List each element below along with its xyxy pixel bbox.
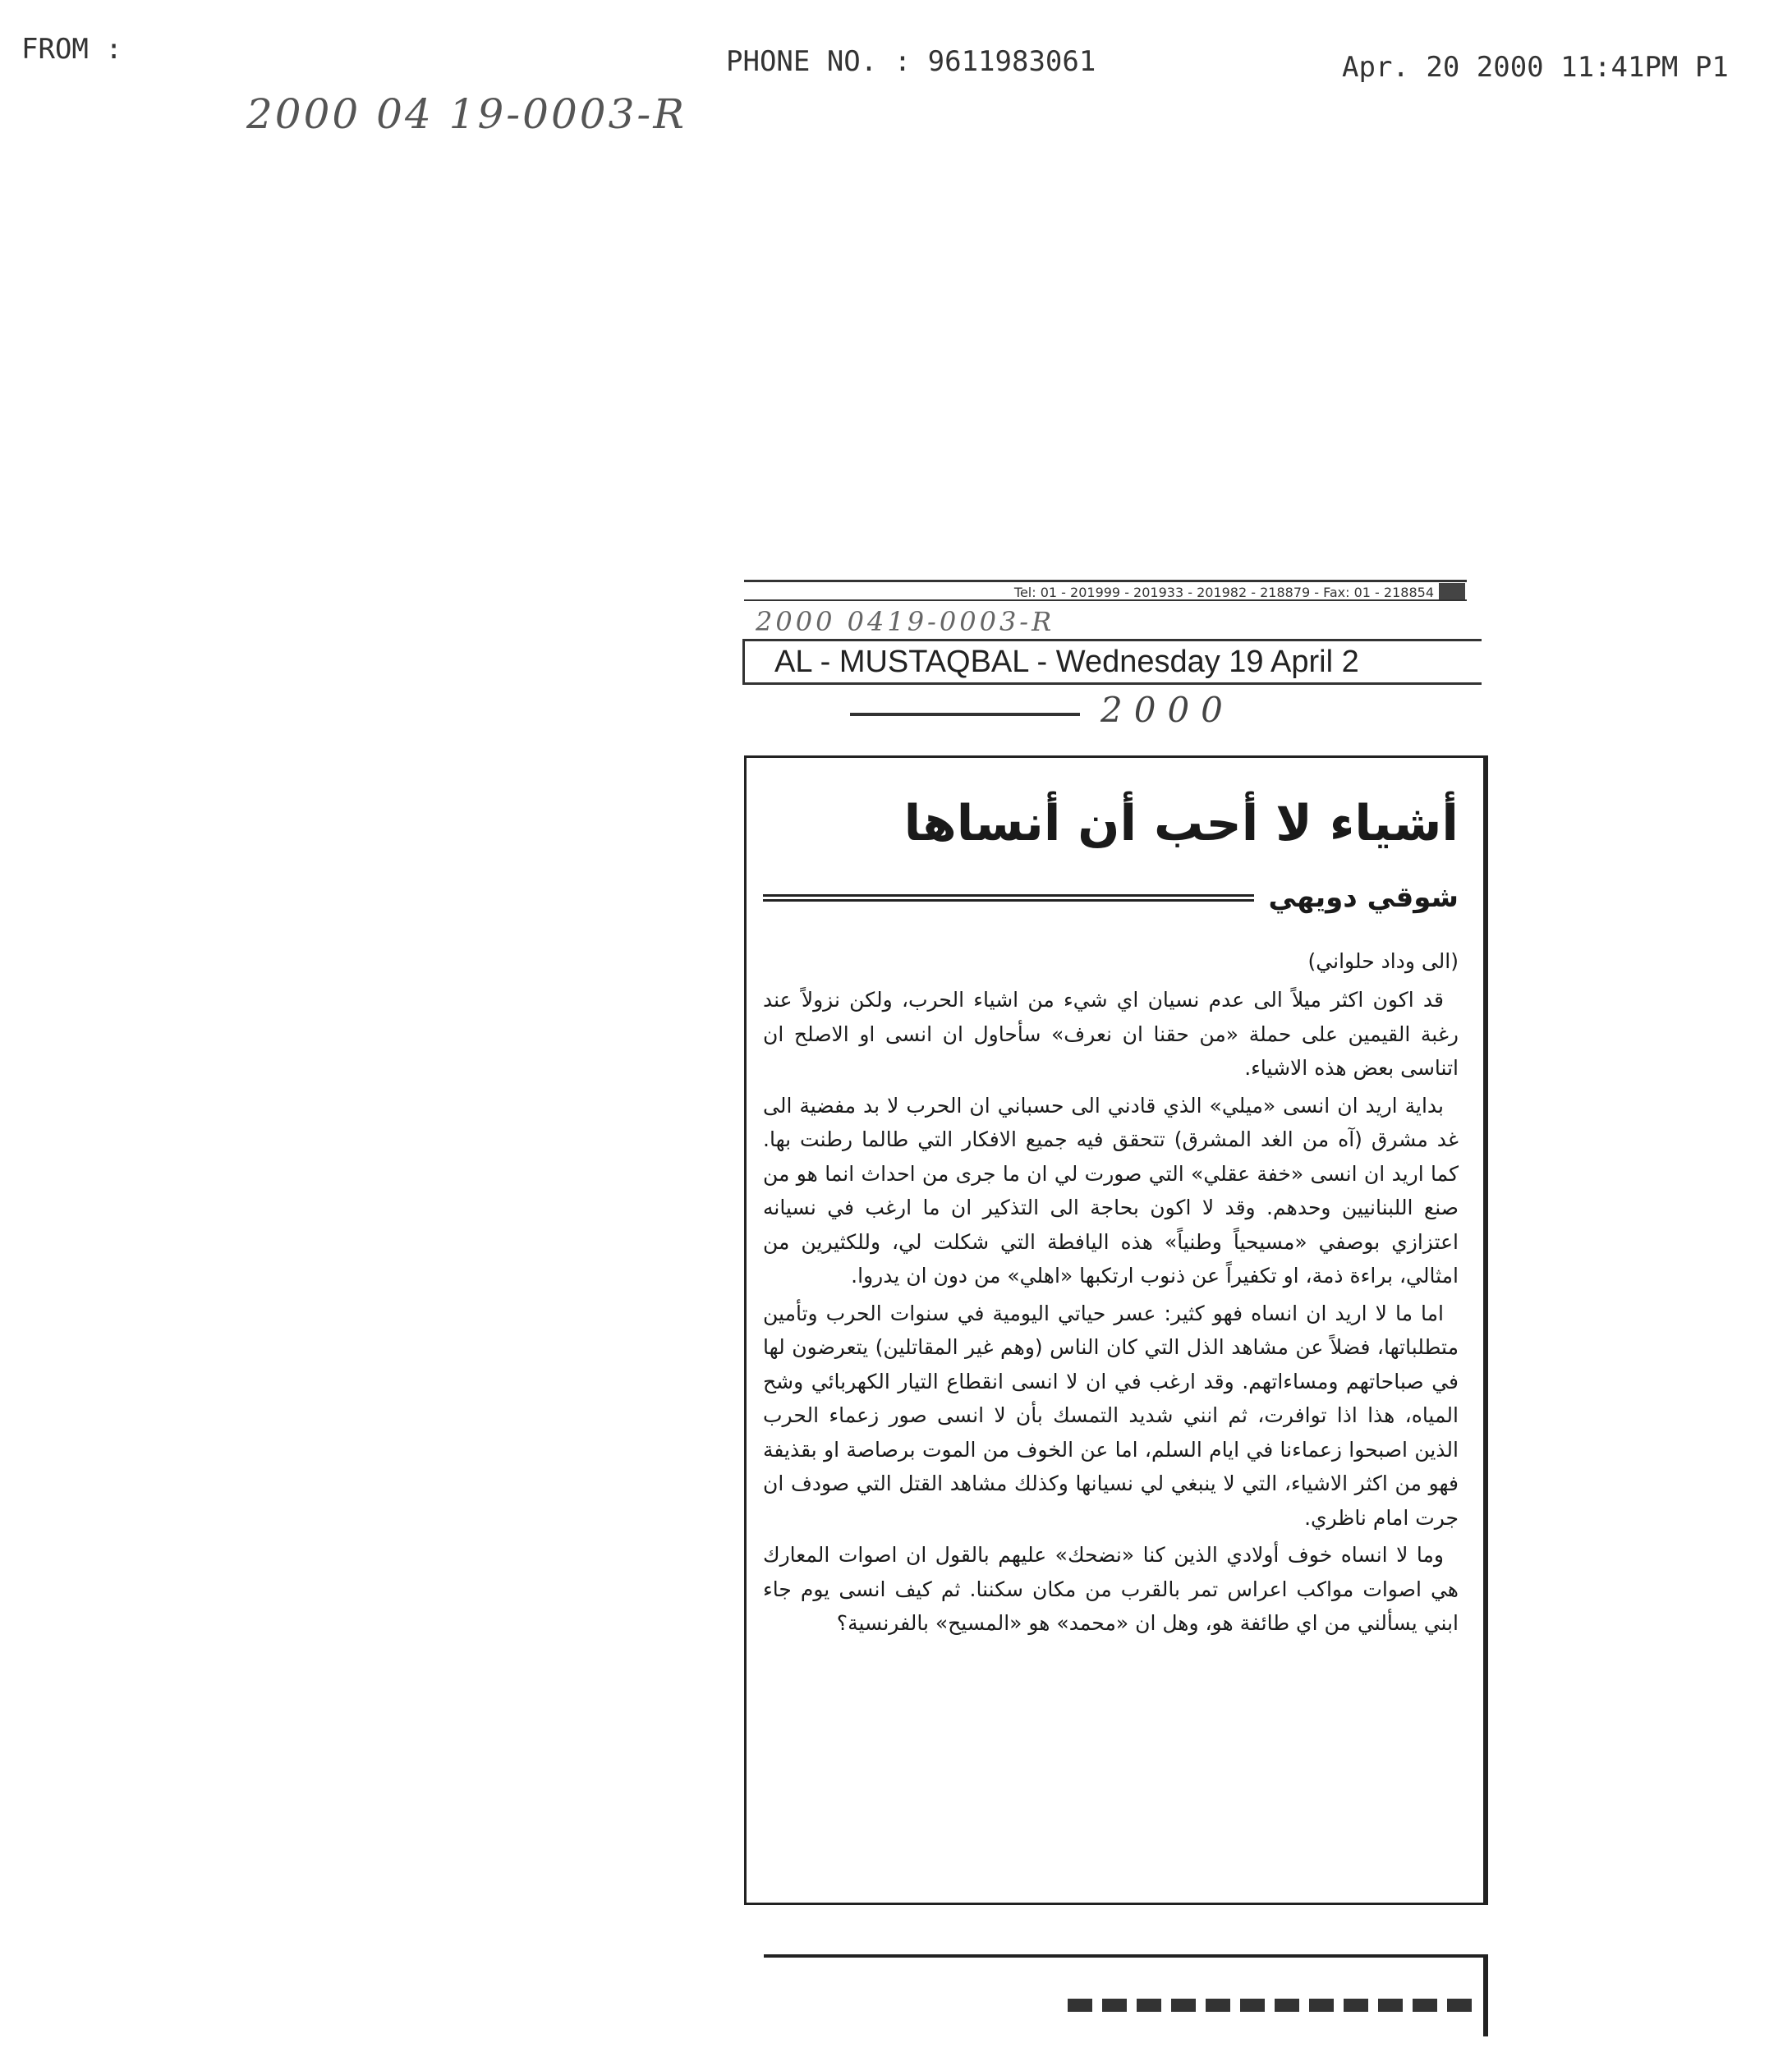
fax-logo-icon <box>1439 583 1465 601</box>
masthead-contact-text: Tel: 01 - 201999 - 201933 - 201982 - 218879 - Fax: 01 - 218854 <box>1013 585 1434 600</box>
article-paragraph: بداية اريد ان انسى «ميلي» الذي قادني الى حسباني ان الحرب لا بد مفضية الى غد مشرق (آه من الغد المشرق) تتحقق فيه جميع الافكار التي طالما رطنت بها. كما اريد ان انسى «خفة عقلي» التي صورت لي ان ما جرى من احداث انما هو من صنع اللبنانيين وحدهم. وقد لا اكون بحاجة الى التذكير ان ما ارغب في نسيانه اعتزازي بوصفي «مسيحياً وطنياً» هذه اليافطة التي شكلت لي، وللكثيرين من امثالي، براءة ذمة، او تكفيراً عن ذنوب ارتكبها «اهلي» من دون ان يدروا. <box>763 1093 1459 1288</box>
fax-header <box>0 33 1792 82</box>
article-paragraph: اما ما لا اريد ان انساه فهو كثير: عسر حياتي اليومية في سنوات الحرب وتأمين متطلباتها، فضلاً عن مشاهد الذل التي كان الناس (وهم غير المقاتلين) يتعرضون لها في صباحاتهم ومساءاتهم. وقد ارغب في ان لا انسى انقطاع التيار الكهربائي وشح المياه، هذا اذا توافرت، ثم انني شديد التمسك بأن لا انسى صور زعماء الحرب الذين اصبحوا زعماءنا في ايام السلم، اما عن الخوف من الموت برصاصة او بقذيفة فهو من اكثر الاشياء، التي لا ينبغي لي نسيانها وكذلك مشاهد القتل التي صودف ان جرت امام ناظري. <box>763 1301 1459 1530</box>
fax-phone-number: PHONE NO. : 9611983061 <box>726 45 1096 78</box>
publication-underline <box>850 713 1080 716</box>
handwritten-year: 2000 <box>1100 690 1234 730</box>
article-paragraph: وما لا انساه خوف أولادي الذين كنا «نضحك» عليهم بالقول ان اصوات المعارك هي اصوات مواكب اعراس تمر بالقرب من مكان سكننا. ثم كيف انسى يوم جاء ابني يسألني من اي طائفة هو، وهل ان «محمد» هو «المسيح» بالفرنسية؟ <box>763 1543 1459 1635</box>
article-title: أشياء لا أحب أن أنساها <box>903 795 1459 852</box>
newspaper-clipping <box>739 575 1495 2036</box>
byline-rule <box>763 894 1254 902</box>
handwritten-clip-id: 2000 0419-0003-R <box>756 606 1055 637</box>
bottom-edge <box>1483 1954 1488 2036</box>
fax-date-time: Apr. 20 2000 11:41PM P1 <box>1342 51 1729 84</box>
byline-row <box>763 881 1459 914</box>
article-paragraph: قد اكون اكثر ميلاً الى عدم نسيان اي شيء من اشياء الحرب، ولكن نزولاً عند رغبة القيمين على حملة «من حقنا ان نعرف» سأحاول ان انسى او الاصلح ان اتناسى بعض هذه الاشياء. <box>763 988 1459 1080</box>
handwritten-reference: 2000 04 19-0003-R <box>246 90 687 138</box>
bottom-rule <box>764 1954 1486 1958</box>
article-box <box>744 755 1488 1905</box>
article-byline: شوقي دويهي <box>1268 881 1459 914</box>
clipping-cut-edge <box>1068 1999 1478 2012</box>
publication-line: AL - MUSTAQBAL - Wednesday 19 April 2 <box>742 639 1482 685</box>
article-dedication: (الى وداد حلواني) <box>1307 949 1459 973</box>
masthead-contact-strip <box>744 580 1467 601</box>
fax-from-label: FROM : <box>21 33 122 66</box>
